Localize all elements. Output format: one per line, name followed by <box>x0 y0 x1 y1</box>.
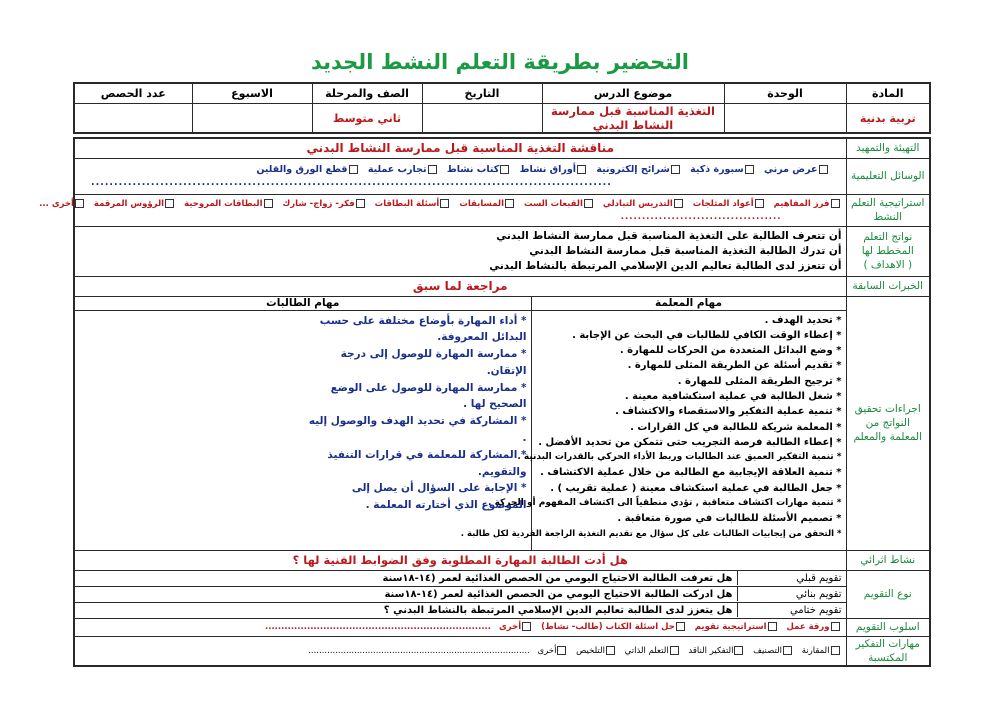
evaluation-type: تقويم ختامي <box>737 603 846 617</box>
thinking-label: مهارات التفكير المكتسبة <box>846 636 930 666</box>
prior-label: الخبرات السابقة <box>846 276 930 296</box>
tool-option[interactable]: أوراق نشاط <box>520 164 588 175</box>
student-task: الصحيح لها . <box>463 398 527 411</box>
eval-style-label: اسلوب التقويم <box>846 618 930 636</box>
strategy-options <box>39 194 846 226</box>
eval-style-trailing-dots: ...................................................................... <box>264 622 492 632</box>
strategy-option[interactable]: القبعات الست <box>524 199 595 209</box>
teacher-task: * تحديد الهدف . <box>764 314 842 326</box>
student-task: * ممارسة المهارة للوصول على الوضع <box>330 381 527 394</box>
student-task: * المشاركة في تحديد الهدف والوصول إليه <box>308 415 527 428</box>
teacher-task: * شغل الطالبة في عملية استكشافية معينة . <box>624 390 842 402</box>
checkbox[interactable] <box>584 199 593 208</box>
teacher-task: * تصميم الأسئلة للطالبات في صورة متعاقبة . <box>617 513 842 525</box>
lesson-header: موضوع الدرس <box>542 83 724 104</box>
date-value <box>422 104 542 134</box>
student-task: * الإجابة على السؤال أن يصل إلى <box>351 482 527 495</box>
sessions-header: عدد الحصص <box>74 83 192 104</box>
checkbox[interactable] <box>768 622 777 631</box>
tool-option[interactable]: قطع الورق والقلين <box>256 164 359 175</box>
objective-line: أن تتعرف الطالبة على التغذية المناسبة قبل ممارسة النشاط البدني <box>496 229 842 242</box>
tool-option[interactable]: عرض مرني <box>764 164 829 175</box>
student-task: * ممارسة المهارة للوصول إلى درجة <box>340 348 527 361</box>
checkbox[interactable] <box>577 165 586 174</box>
eval-style-option[interactable]: حل اسئلة الكتاب (طالب- نشاط) <box>541 622 687 632</box>
teacher-tasks-header: مهام المعلمة <box>531 296 846 310</box>
evaluation-row-inner <box>75 603 846 617</box>
strategy-option[interactable]: أعواد المثلجات <box>693 199 766 209</box>
evaluation-text: هل يتعزز لدى الطالبة تعاليم الدين الإسلامي المرتبطة بالنشاط البدني ؟ <box>383 604 733 616</box>
student-tasks <box>74 310 531 550</box>
checkbox[interactable] <box>264 199 273 208</box>
thinking-option[interactable]: التفكير الناقد <box>688 646 745 656</box>
evaluation-text: هل ادركت الطالبة الاحتياج اليومي من الحصص الغذائية لعمر (١٤-١٨سنة <box>384 588 733 600</box>
checkbox[interactable] <box>75 199 84 208</box>
strategy-option[interactable]: البطاقات المروحية <box>184 199 274 209</box>
eval-style-option[interactable]: أخرى <box>499 622 533 632</box>
week-header: الاسبوع <box>192 83 312 104</box>
week-value <box>192 104 312 134</box>
lesson-info-table <box>73 82 931 134</box>
checkbox[interactable] <box>557 646 566 655</box>
teacher-task: * تقديم أسئلة عن الطريقة المثلى للمهارة . <box>627 360 842 372</box>
checkbox[interactable] <box>165 199 174 208</box>
checkbox[interactable] <box>819 165 828 174</box>
checkbox[interactable] <box>670 646 679 655</box>
student-task: والتقويم. <box>477 465 527 478</box>
checkbox[interactable] <box>505 199 514 208</box>
evaluation-type: تقويم قبلي <box>737 571 846 585</box>
tool-option[interactable]: تجارب عملية <box>368 164 439 175</box>
thinking-option[interactable]: التلخيص <box>576 646 617 656</box>
enrichment-text: هل أدت الطالبة المهارة المطلوبة وفق الضوابط الفنية لها ؟ <box>74 550 846 570</box>
objectives-label: نواتج التعلم المخطط لها ( الاهداف ) <box>846 226 930 276</box>
checkbox[interactable] <box>674 199 683 208</box>
checkbox[interactable] <box>755 199 764 208</box>
student-task: * أداء المهارة بأوضاع مختلفة على حسب <box>319 314 527 327</box>
thinking-options <box>74 636 846 666</box>
date-header: التاريخ <box>422 83 542 104</box>
tools-trailing-dots: ................................................................................................................. <box>91 177 612 188</box>
teacher-task: * تنمية العلاقة الإيجابية مع الطالبة من خلال عملية الاكتشاف . <box>540 467 842 479</box>
strategy-trailing-dots: ...................................... <box>620 211 782 222</box>
teacher-task: * تنمية التفكير العميق عند الطالبات وربط الأداء الحركي بالقدرات البدنية . <box>517 452 842 463</box>
unit-value <box>724 104 846 134</box>
tools-options <box>74 158 846 194</box>
evaluation-row <box>74 570 846 586</box>
sessions-value <box>74 104 192 134</box>
teacher-task: * ترجيح الطريقة المثلى للمهارة . <box>677 375 842 387</box>
teacher-task: * إعطاء الطالبة فرصة التجريب حتى تتمكن من تحديد الأفضل . <box>538 436 842 448</box>
evaluation-text: هل تعرفت الطالبة الاحتياج اليومي من الحصص الغذائية لعمر (١٤-١٨سنة <box>382 572 733 584</box>
eval-style-option[interactable]: ورقة عمل <box>787 622 842 632</box>
checkbox[interactable] <box>745 165 754 174</box>
enrichment-label: نشاط اثرائي <box>846 550 930 570</box>
evaluation-row <box>74 586 846 602</box>
checkbox[interactable] <box>734 646 743 655</box>
strategy-option[interactable]: الرؤوس المرقمة <box>94 199 176 209</box>
procedures-label: اجراءات تحقيق النواتج من المعلمة والمعلم <box>846 296 930 550</box>
teacher-task: * جعل الطالبة في عملية استكشاف معينة ( عملية تقريب ) . <box>550 482 842 494</box>
objective-line: أن تتعزز لدى الطالبة تعاليم الدين الإسلامي المرتبطة بالنشاط البدني <box>489 259 842 272</box>
lesson-value: التغذية المناسبة قبل ممارسة النشاط البدني <box>542 104 724 134</box>
unit-header: الوحدة <box>724 83 846 104</box>
thinking-option[interactable]: التعلم الذاتي <box>625 646 681 656</box>
checkbox[interactable] <box>522 622 531 631</box>
teacher-task: * تنمية عملية التفكير والاستقصاء والاكتشاف . <box>615 406 842 418</box>
checkbox[interactable] <box>356 199 365 208</box>
objectives-list <box>74 226 846 276</box>
checkbox[interactable] <box>831 646 840 655</box>
teacher-task: * تنمية مهارات اكتشاف متعاقبة , تؤدي منطقياً الى اكتشاف المفهوم أو الحركة . <box>488 498 842 509</box>
strategy-option[interactable]: فكر- زواج- شارك <box>282 199 366 209</box>
strategy-option[interactable]: أسئلة البطاقات <box>375 199 452 209</box>
checkbox[interactable] <box>831 199 840 208</box>
grade-value: ثاني متوسط <box>312 104 422 134</box>
teacher-task: * وضع البدائل المتعددة من الحركات للمهارة . <box>619 345 842 357</box>
evaluation-label: نوع التقويم <box>846 570 930 618</box>
tool-option[interactable]: كتاب نشاط <box>447 164 512 175</box>
subject-value: تربية بدنية <box>846 104 930 134</box>
evaluation-row-inner <box>75 571 846 585</box>
student-task: . <box>522 432 527 445</box>
strategy-option[interactable]: المسابقات <box>459 199 516 209</box>
teacher-task: * المعلمة شريكة للطالبة في كل القرارات . <box>630 421 842 433</box>
thinking-option[interactable]: المقارنة <box>802 646 842 656</box>
page-title: التحضير بطريقة التعلم النشط الجديد <box>311 50 689 74</box>
grade-header: الصف والمرحلة <box>312 83 422 104</box>
evaluation-row <box>74 602 846 618</box>
checkbox[interactable] <box>500 165 509 174</box>
checkbox[interactable] <box>440 199 449 208</box>
checkbox[interactable] <box>606 646 615 655</box>
evaluation-row-inner <box>75 587 846 601</box>
checkbox[interactable] <box>428 165 437 174</box>
student-task: الموضوع الذي أختارته المعلمة . <box>365 499 527 512</box>
thinking-option[interactable]: أخرى <box>537 646 568 656</box>
teacher-task: * إعطاء الوقت الكافي للطالبات في البحث عن الإجابة . <box>572 329 842 341</box>
checkbox[interactable] <box>349 165 358 174</box>
eval-style-option[interactable]: استراتيجية تقويم <box>695 622 779 632</box>
checkbox[interactable] <box>831 622 840 631</box>
subject-header: المادة <box>846 83 930 104</box>
strategy-option[interactable]: أخرى ... <box>39 199 86 209</box>
prior-text: مراجعة لما سبق <box>74 276 846 296</box>
tool-option[interactable]: شرائح إلكترونية <box>596 164 681 175</box>
checkbox[interactable] <box>676 622 685 631</box>
tool-option[interactable]: سبورة ذكية <box>690 164 756 175</box>
student-task: * المشاركة للمعلمة في قرارات التنفيذ <box>327 448 527 461</box>
evaluation-type: تقويم بنائي <box>737 587 846 601</box>
thinking-trailing-dots: .................................................................................. <box>308 645 530 656</box>
intro-text: مناقشة التغذية المناسبة قبل ممارسة النشاط البدني <box>74 138 846 158</box>
strategy-label: استراتيجية التعلم النشط <box>846 194 930 226</box>
teacher-task: * التحقق من إيجابيات الطالبات على كل سؤال مع تقديم التغذية الراجعة الفردية لكل طالبة . <box>460 528 842 539</box>
lesson-plan-table <box>39 137 931 667</box>
tools-label: الوسائل التعليمية <box>846 158 930 194</box>
strategy-option[interactable]: فرز المفاهيم <box>774 199 842 209</box>
checkbox[interactable] <box>783 646 792 655</box>
student-task: الإتقان. <box>486 364 527 377</box>
intro-label: التهيئة والتمهيد <box>846 138 930 158</box>
student-task: البدائل المعروفة. <box>437 331 527 344</box>
thinking-option[interactable]: التصنيف <box>753 646 794 656</box>
eval-style-options <box>74 618 846 636</box>
student-tasks-header: مهام الطالبات <box>74 296 531 310</box>
strategy-option[interactable]: التدريس التبادلي <box>603 199 685 209</box>
checkbox[interactable] <box>671 165 680 174</box>
objective-line: أن تدرك الطالبة التغذية المناسبة قبل ممارسة النشاط البدني <box>529 244 842 257</box>
